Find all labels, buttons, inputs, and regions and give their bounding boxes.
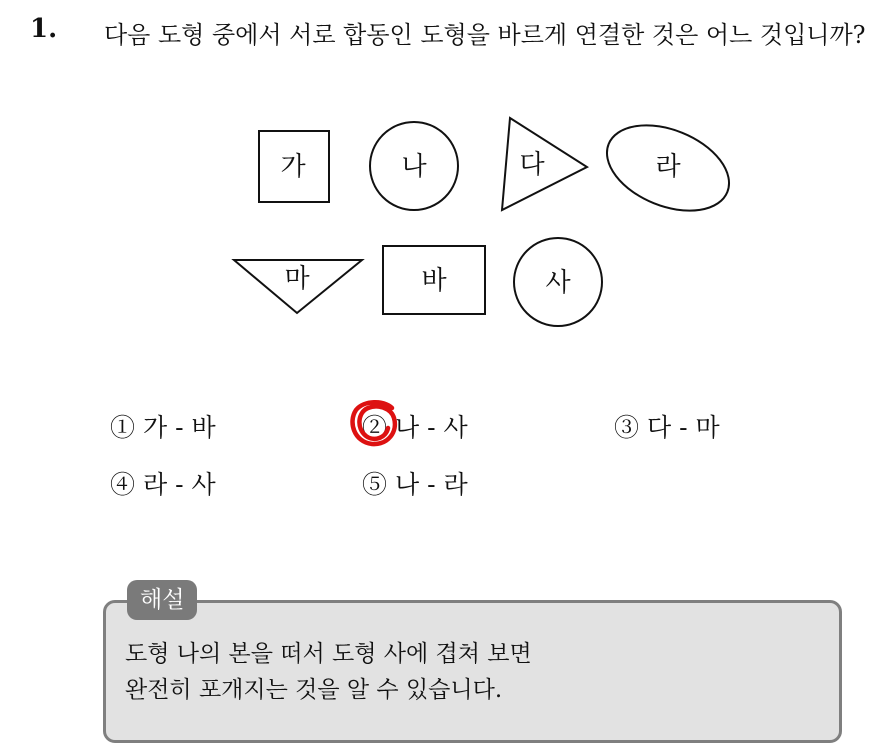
shape-na-label: 나 — [401, 152, 427, 182]
question-text: 다음 도형 중에서 서로 합동인 도형을 바르게 연결한 것은 어느 것입니까? — [104, 21, 866, 49]
choice-5[interactable] — [362, 465, 468, 501]
choice-5-number: ⑤ — [362, 470, 388, 499]
choice-4-number: ④ — [110, 470, 136, 499]
choice-4-text: 라 - 사 — [142, 470, 216, 499]
choice-2-text: 나 - 사 — [394, 413, 468, 442]
explanation-tag: 해설 — [127, 580, 197, 620]
explanation-line-1: 도형 나의 본을 떠서 도형 사에 겹쳐 보면 — [125, 641, 532, 667]
answer-circle-mark — [348, 398, 402, 450]
question-number: 1. — [30, 14, 58, 44]
shape-ma-label: 마 — [284, 264, 310, 294]
shapes-figure — [0, 0, 884, 360]
choice-1-text: 가 - 바 — [142, 413, 216, 442]
choice-4[interactable] — [110, 465, 216, 501]
choice-1[interactable] — [110, 408, 216, 444]
choice-1-number: ① — [110, 413, 136, 442]
explanation-line-2: 완전히 포개지는 것을 알 수 있습니다. — [125, 677, 503, 703]
shape-ga-label: 가 — [280, 152, 306, 182]
shape-sa-label: 사 — [545, 268, 571, 298]
choice-2-number: ② — [362, 413, 388, 442]
shape-ra-label: 라 — [655, 152, 681, 182]
choice-5-text: 나 - 라 — [394, 470, 468, 499]
choice-3[interactable] — [614, 408, 720, 444]
choice-3-text: 다 - 마 — [646, 413, 720, 442]
shape-ba-label: 바 — [421, 266, 447, 296]
choice-3-number: ③ — [614, 413, 640, 442]
explanation-text — [125, 636, 532, 708]
shape-da-label: 다 — [519, 150, 545, 180]
